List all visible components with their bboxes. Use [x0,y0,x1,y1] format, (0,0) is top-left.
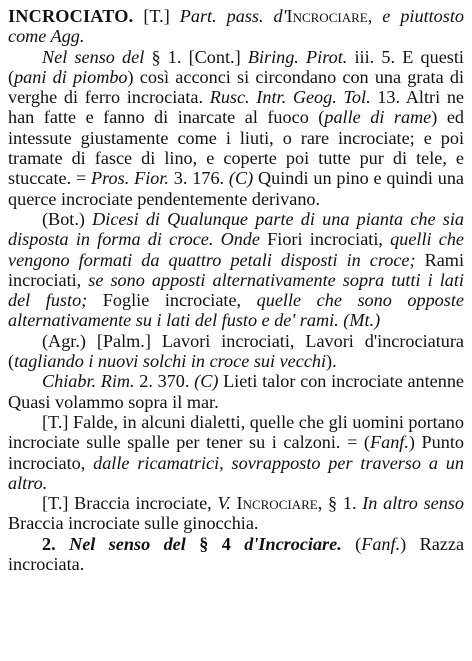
gloss: pani di piombo [14,66,128,87]
definition: quelle che sono opposte alternativamente su i lati del fusto e de' rami. [8,290,464,331]
source-marker: (C) [228,168,254,189]
citation: Fanf. [361,533,401,554]
text-segment: ( [341,533,362,554]
sense-number: 2. [42,533,70,554]
text-segment: Fiori incrociati, [259,229,391,250]
text-segment: Rami incrociati, [8,249,465,290]
definition: quelli che vengono formati da quattro petali disposti in croce; [8,229,464,270]
text-segment: Lieti talor con incrociate antenne Quasi volammo sopra il mar. [8,371,464,412]
entry-paragraph-braccia [8,493,464,534]
source-marker: (C) [194,371,219,392]
entry-paragraph-falde [8,412,464,493]
text-segment: , e [367,6,401,26]
text-segment: ). [326,351,337,372]
text-segment: Nel senso del [42,46,152,67]
citation: Chiabr. Rim. [42,371,135,392]
text-segment: Onde [220,229,260,250]
gloss: tagliando i nuovi solchi in croce sui vecchi [14,351,327,372]
entry-paragraph-botany [8,209,464,331]
text-segment: ) Punto incrociato, [8,432,464,473]
definition: Dicesi di Qualunque parte di una pianta che sia disposta in forma di croce. [8,208,464,250]
text-segment: Nel senso del [69,533,186,554]
source-marker: (Mt.) [343,310,381,331]
text-segment: (Agr.) [Palm.] Lavori incrociati, Lavori d'incrociatura ( [8,330,464,372]
text-segment: V. [217,493,231,514]
text-segment: d' [263,6,287,26]
entry-paragraph-agriculture [8,331,464,372]
text-segment: 13. Altri ne han fatte e fanno di inarcate al fuoco ( [8,87,464,128]
text-segment: Foglie incrociate, [87,290,257,311]
text-segment: [T.] Braccia incrociate, [42,493,218,514]
text-segment: ) così acconci si circondano con una grata di verghe di ferro incrociata. [8,66,465,108]
dictionary-entry [8,6,464,574]
text-segment: 3. 176. [168,168,229,189]
text-segment: ) ed intessute giustamente come i liuti, o rare incrociate; e poi tramate di fasce di lino, e coperte poi tutte pur di tele, e stuccate. = [8,107,464,189]
text-segment: In altro senso [362,493,464,514]
cross-reference: Incrociare [286,6,368,26]
gloss: palle di rame [324,107,432,128]
grammar-note: piuttosto come Agg. [8,6,464,47]
entry-paragraph-citation [8,371,464,412]
headword: INCROCIATO. [8,6,134,26]
text-segment: [Cont.] [181,46,248,67]
text-segment: , § 1. [317,493,363,514]
entry-paragraph-sense-1 [8,47,464,209]
text-segment: ) Razza incrociata. [8,533,465,575]
cross-reference: Incrociare [236,493,318,514]
grammar-note: Part. pass. [179,6,264,26]
text-segment: 2. 370. [134,371,195,392]
text-segment [213,229,220,249]
section-ref: § 4 [185,533,245,554]
section-ref: § 1. [151,46,182,67]
citation: Fanf. [369,432,409,453]
text-segment: Quindi un pino e quindi una querce incrociate pendentemente derivano. [8,168,464,209]
entry-paragraph-sense-2 [8,534,464,575]
entry-paragraph-headword [8,6,464,47]
definition: dalle ricamatrici, sovrapposto per traverso a un altro. [8,452,464,493]
text-segment: Braccia incrociate sulle ginocchia. [8,513,259,534]
domain-label: (Bot.) [42,208,93,229]
cross-reference: d'Incrociare. [244,533,342,554]
definition: se sono apposti alternativamente sopra tutti i lati del fusto; [8,269,464,311]
source-tag: [T.] [143,6,180,26]
citation: Rusc. Intr. Geog. Tol. [209,87,371,108]
citation: Pros. Fior. [91,168,169,189]
citation: Biring. Pirot. [247,46,348,67]
text-segment: iii. 5. E questi ( [8,46,464,87]
text-segment: [T.] Falde, in alcuni dialetti, quelle che gli uomini portano incrociate sulle spalle per tener su i calzoni. = ( [8,411,464,453]
